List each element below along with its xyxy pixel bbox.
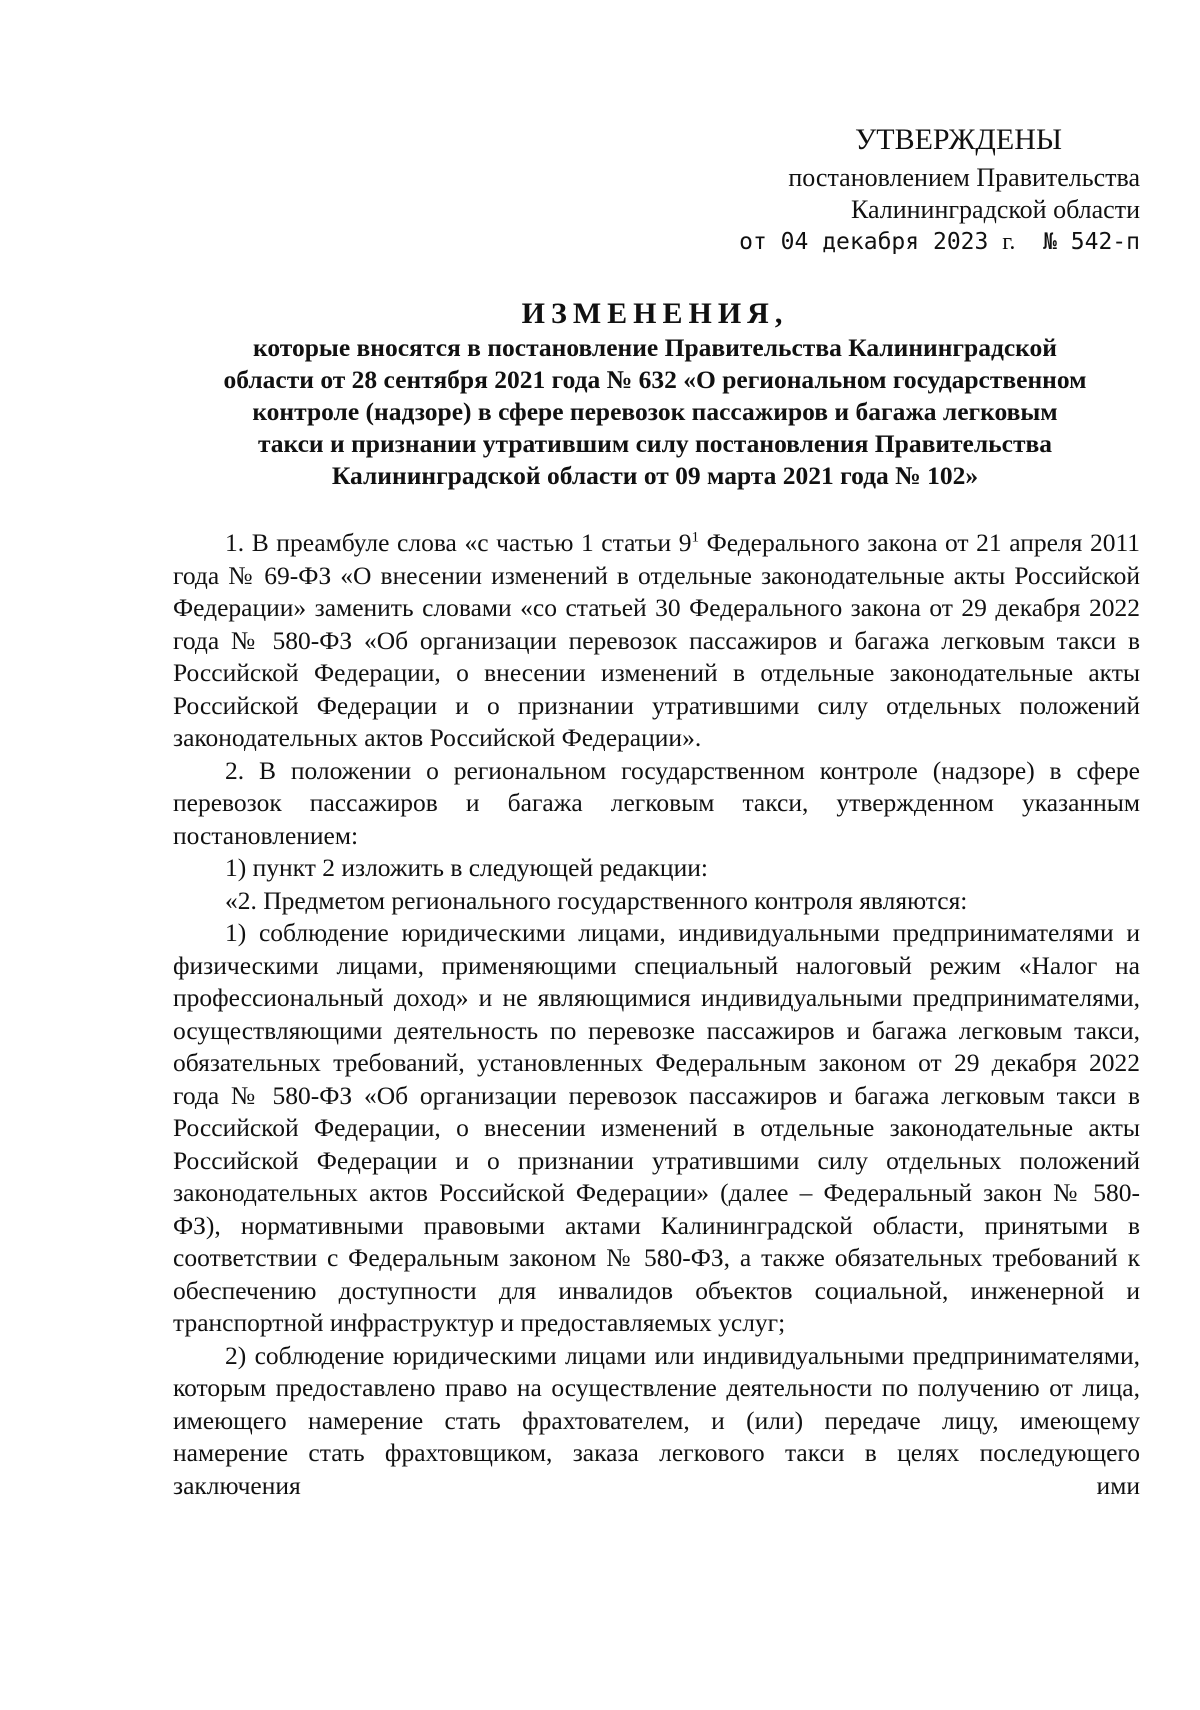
approval-line-1: постановлением Правительства bbox=[788, 163, 1140, 192]
approval-date-year-suffix: г. bbox=[1002, 229, 1016, 255]
paragraph-1-text-a: 1. В преамбуле слова «с частью 1 статьи 9 bbox=[225, 528, 692, 557]
heading-title: ИЗМЕНЕНИЯ, bbox=[521, 297, 789, 330]
heading-line: области от 28 сентября 2021 года № 632 «О региональном государственном bbox=[223, 365, 1087, 394]
approval-block bbox=[700, 118, 1140, 258]
paragraph-4: «2. Предметом регионального государственного контроля являются: bbox=[225, 885, 968, 915]
heading-line: контроле (надзоре) в сфере перевозок пассажиров и багажа легковым bbox=[252, 397, 1058, 426]
approval-date-line bbox=[700, 226, 1140, 258]
heading-line: Калининградской области от 09 марта 2021 года № 102» bbox=[331, 461, 979, 490]
superscript: 1 bbox=[691, 529, 699, 546]
heading-line: такси и признании утратившим силу постановления Правительства bbox=[257, 429, 1053, 458]
document-body bbox=[173, 527, 1140, 1502]
paragraph-1-text-b: Федерального закона от 21 апреля 2011 года № 69-ФЗ «О внесении изменений в отдельные законодательные акты Российской Федерации» заменить словами «со статьей 30 Федерального закона от 29 декабря 2022 года № 580-ФЗ «Об организации перевозок пассажиров и багажа легковым такси в Российской Федерации, о внесении изменений в отдельные законодательные акты Российской Федерации и о признании утратившими силу отдельных положений законодательных актов Российской Федерации». bbox=[173, 528, 1141, 752]
heading-line: которые вносятся в постановление Правительства Калининградской bbox=[253, 333, 1057, 362]
approval-date: от 04 декабря 2023 bbox=[739, 229, 989, 255]
paragraph-2: 2. В положении о региональном государственном контроле (надзоре) в сфере перевозок пассажиров и багажа легковым такси, утвержденном указанным постановлением: bbox=[173, 755, 1140, 850]
document-heading bbox=[170, 296, 1140, 492]
paragraph-5: 1) соблюдение юридическими лицами, индивидуальными предпринимателями и физическими лицами, применяющими специальный налоговый режим «Налог на профессиональный доход» и не являющимися индивидуальными предпринимателями, осуществляющими деятельность по перевозке пассажиров и багажа легковым такси, обязательных требований, установленных Федеральным законом от 29 декабря 2022 года № 580-ФЗ «Об организации перевозок пассажиров и багажа легковым такси в Российской Федерации, о внесении изменений в отдельные законодательные акты Российской Федерации и о признании утратившими силу отдельных положений законодательных актов Российской Федерации» (далее – Федеральный закон № 580-ФЗ), нормативными правовыми актами Калининградской области, принятыми в соответствии с Федеральным законом № 580-ФЗ, а также обязательных требований к обеспечению доступности для инвалидов объектов социальной, инженерной и транспортной инфраструктур и предоставляемых услуг; bbox=[173, 918, 1140, 1337]
paragraph-3: 1) пункт 2 изложить в следующей редакции: bbox=[225, 853, 708, 882]
approval-title: УТВЕРЖДЕНЫ bbox=[855, 123, 1063, 156]
paragraph-6: 2) соблюдение юридическими лицами или индивидуальными предпринимателями, которым предоставлено право на осуществление деятельности по получению от лица, имеющего намерение стать фрахтователем, и (или) передаче лицу, имеющему намерение стать фрахтовщиком, заказа легкового такси в целях последующего заключения ими bbox=[173, 1340, 1140, 1500]
paragraph-1 bbox=[173, 527, 1140, 755]
approval-line-2: Калининградской области bbox=[850, 195, 1140, 224]
approval-number: № 542-п bbox=[1043, 229, 1140, 255]
